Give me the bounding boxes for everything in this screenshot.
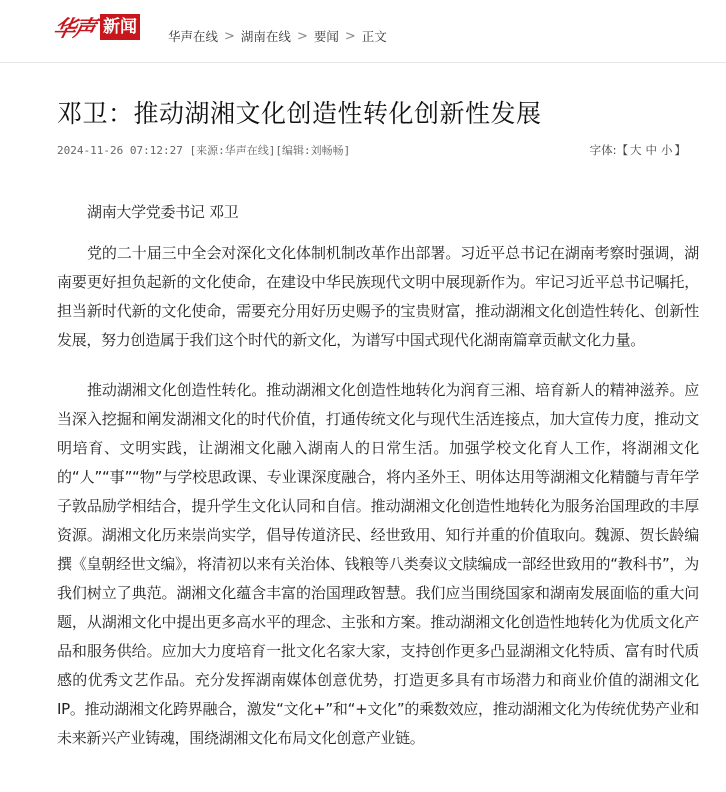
font-size-switcher — [590, 142, 686, 158]
font-size-small-link[interactable]: 小 — [661, 143, 673, 157]
breadcrumb-separator: > — [224, 28, 235, 44]
font-size-medium-link[interactable]: 中 — [645, 143, 657, 157]
breadcrumb-item-yaowen[interactable]: 要闻 — [313, 29, 339, 44]
font-size-large-link[interactable]: 大 — [630, 143, 642, 157]
breadcrumb-separator: > — [296, 28, 308, 44]
article-meta — [57, 142, 686, 158]
article-editor: [编辑:刘畅畅] — [275, 144, 351, 157]
breadcrumb-item-hunan[interactable]: 湖南在线 — [240, 29, 291, 44]
breadcrumb-item-current: 正文 — [361, 29, 387, 44]
font-size-close: 】 — [674, 143, 686, 157]
article-paragraph: 推动湖湘文化创造性转化。推动湖湘文化创造性地转化为润育三湘、培育新人的精神滋养。应当深入挖掘和阐发湖湘文化的时代价值，打通传统文化与现代生活连接点，加大宣传力度，推动文明培育、文明实践，让湖湘文化融入湖南人的日常生活。加强学校文化育人工作，将湖湘文化的“人”“事”“物”与学校思政课、专业课深度融合，将内圣外王、明体达用等湖湘文化精髓与青年学子敦品励学相结合，提升学生文化认同和自信。推动湖湘文化创造性地转化为服务治国理政的丰厚资源。湖湘文化历来崇尚实学，倡导传道济民、经世致用、知行并重的价值取向。魏源、贺长龄编撰《皇朝经世文编》，将清初以来有关治体、钱粮等八类奏议文牍编成一部经世致用的“教科书”，为我们树立了典范。湖湘文化蕴含丰富的治国理政智慧。我们应当围绕国家和湖南发展面临的重大问题，从湖湘文化中提出更多高水平的理念、主张和方案。推动湖湘文化创造性地转化为优质文化产品和服务供给。应加大力度培育一批文化名家大家，支持创作更多凸显湖湘文化特质、富有时代质感的优秀文艺作品。充分发挥湖南媒体创意优势，打造更多具有市场潜力和商业价值的湖湘文化IP。推动湖湘文化跨界融合，激发“文化+”和“+文化”的乘数效应，推动湖湘文化为传统优势产业和未来新兴产业铸魂，围绕湖湘文化布局文化创意产业链。 — [57, 381, 699, 747]
logo-script-text: 华声 — [50, 15, 97, 42]
top-header — [0, 0, 726, 63]
publish-datetime: 2024-11-26 07:12:27 — [57, 144, 183, 157]
article-author-line: 湖南大学党委书记 邓卫 — [87, 203, 239, 221]
article-body — [57, 198, 699, 774]
logo-news-badge: 新闻 — [100, 14, 140, 40]
article-paragraph: 党的二十届三中全会对深化文化体制机制改革作出部署。习近平总书记在湖南考察时强调，湖南要更好担负起新的文化使命，在建设中华民族现代文明中展现新作为。牢记习近平总书记嘱托，担当新时代新的文化使命，需要充分用好历史赐予的宝贵财富，推动湖湘文化创造性转化、创新性发展，努力创造属于我们这个时代的新文化，为谱写中国式现代化湖南篇章贡献文化力量。 — [57, 244, 699, 349]
article-source: [来源:华声在线] — [189, 144, 276, 157]
font-size-label: 字体:【 — [589, 143, 628, 157]
site-logo[interactable] — [50, 12, 140, 42]
breadcrumb-item-huasheng[interactable]: 华声在线 — [168, 29, 219, 44]
breadcrumb-separator: > — [344, 28, 356, 44]
article-title: 邓卫：推动湖湘文化创造性转化创新性发展 — [57, 99, 542, 128]
breadcrumb — [168, 27, 387, 45]
